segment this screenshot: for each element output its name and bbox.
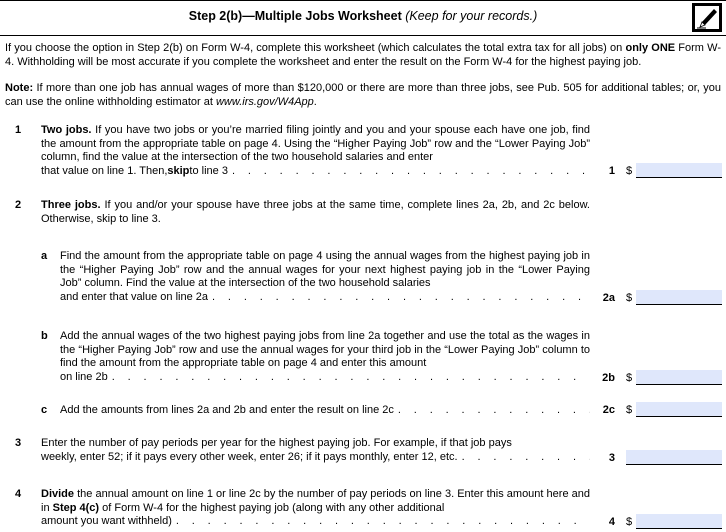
line-2b-last: on line 2b <box>60 370 108 383</box>
line-2c-dollar: $ <box>626 404 633 416</box>
line-2a-last-line <box>60 291 590 305</box>
line-2b-last-line <box>60 371 590 385</box>
line-1-last-b: to line 3 <box>189 164 228 177</box>
line-1-skip: skip <box>167 164 190 177</box>
line-2c-last: Add the amounts from lines 2a and 2b and enter the result on line 2c <box>60 404 394 416</box>
line-2-text <box>41 199 590 226</box>
line-4-step-ref: Step 4(c) <box>52 501 100 514</box>
line-1-last-line <box>41 165 590 179</box>
leader-dots <box>394 404 590 418</box>
line-2b-letter: b <box>41 330 48 342</box>
line-4-body-a: the annual amount on line 1 or line 2c by the number of pay periods on line 3. Enter this amount here and in <box>41 488 590 514</box>
note-label: Note: <box>5 82 34 94</box>
line-2a-letter: a <box>41 250 48 262</box>
line-1-body: If you have two jobs or you’re married filing jointly and you and your spouse each have one job, find the amount from the appropriate table on page 4. Using the “Higher Paying Job” row and the “Lower Paying Job” column, find the value at the intersection of the two household salaries and enter <box>41 124 591 164</box>
line-4-last: amount you want withheld) <box>41 515 172 528</box>
withholding-estimator-link[interactable]: www.irs.gov/W4App <box>215 95 314 108</box>
line-4-text <box>41 488 590 529</box>
line-3-number: 3 <box>15 437 22 449</box>
note-text-2: . <box>313 95 317 108</box>
leader-dots <box>458 451 590 465</box>
line-1-last-a: that value on line 1. Then, <box>41 164 168 177</box>
header-bottom-rule <box>0 35 726 36</box>
line-4-body-b: of Form W-4 for the highest paying job (along with any other additional <box>99 501 445 514</box>
line-2-body: If you and/or your spouse have three jobs at the same time, complete lines 2a, 2b, and 2c below. Otherwise, skip to line 3. <box>41 199 590 225</box>
line-2a-body: Find the amount from the appropriate table on page 4 using the annual wages from the highest paying job in the “Higher Paying Job” row and the annual wages for your next highest paying job in the “Lower Paying Job” column. Find the value at the intersection of the two household salaries <box>60 250 590 290</box>
line-1-ref: 1 <box>608 165 615 177</box>
line-4-number: 4 <box>15 488 22 500</box>
line-2b-text <box>60 330 590 384</box>
note-paragraph <box>5 82 721 109</box>
leader-dots <box>228 165 590 179</box>
line-3-text <box>41 437 590 464</box>
leader-dots <box>172 515 590 529</box>
line-2a-last: and enter that value on line 2a <box>60 290 209 303</box>
line-1-lead: Two jobs. <box>41 124 92 136</box>
line-1-dollar: $ <box>626 165 633 177</box>
line-3-body: Enter the number of pay periods per year for the highest paying job. For example, if that job pays <box>41 437 512 449</box>
line-2c-last-line <box>60 404 590 418</box>
line-2a-ref: 2a <box>602 292 615 304</box>
line-3-ref: 3 <box>608 452 615 464</box>
line-4-amount-field[interactable] <box>636 514 722 529</box>
line-1-amount-field[interactable] <box>636 163 722 178</box>
line-4-ref: 4 <box>608 516 615 528</box>
line-4-last-line <box>41 515 590 529</box>
worksheet-title <box>0 10 726 24</box>
line-2b-dollar: $ <box>626 372 633 384</box>
line-1-text <box>41 124 590 178</box>
header-top-rule <box>0 0 726 1</box>
title-subtitle: (Keep for your records.) <box>405 9 538 23</box>
leader-dots <box>108 371 590 385</box>
line-2b-amount-field[interactable] <box>636 370 722 385</box>
line-2-number: 2 <box>15 199 22 211</box>
line-1-number: 1 <box>15 124 22 136</box>
line-2c-letter: c <box>41 404 48 416</box>
line-2a-dollar: $ <box>626 292 633 304</box>
line-2a-text <box>60 250 590 304</box>
title-text: Step 2(b)—Multiple Jobs Worksheet <box>188 9 402 23</box>
leader-dots <box>208 291 590 305</box>
intro-text-1: If you choose the option in Step 2(b) on Form W-4, complete this worksheet (which calculates the total extra tax for all jobs) on <box>5 42 626 54</box>
intro-paragraph <box>5 42 721 69</box>
line-3-last-line <box>41 451 590 465</box>
line-2c-text <box>60 404 590 418</box>
line-2b-ref: 2b <box>602 372 615 384</box>
line-3-pay-periods-field[interactable] <box>626 450 722 465</box>
line-3-last: weekly, enter 52; if it pays every other week, enter 26; if it pays monthly, enter 12, etc. <box>41 450 458 463</box>
intro-emphasis: only ONE <box>625 42 676 54</box>
line-2c-ref: 2c <box>602 404 615 416</box>
note-text-1: If more than one job has annual wages of more than $120,000 or there are more than three jobs, see Pub. 505 for additional tables; or, you can use the online withholding estimator at <box>5 82 721 108</box>
line-2a-amount-field[interactable] <box>636 290 722 305</box>
line-2-lead: Three jobs. <box>41 199 101 211</box>
line-2b-body: Add the annual wages of the two highest paying jobs from line 2a together and use the total as the wages in the “Higher Paying Job” row and use the annual wages for your third job in the “Lower Paying Job” column to find the amount from the appropriate table on page 4 and enter this amount <box>60 330 590 370</box>
line-4-dollar: $ <box>626 516 633 528</box>
intro-text-2: Form W-4. Withholding will be most accurate if you complete the worksheet and enter the result on the Form W-4 for the highest paying job. <box>5 42 721 68</box>
line-2c-amount-field[interactable] <box>636 402 722 417</box>
worksheet-header <box>0 0 726 36</box>
pencil-icon <box>692 3 722 32</box>
line-4-lead: Divide <box>41 488 75 500</box>
